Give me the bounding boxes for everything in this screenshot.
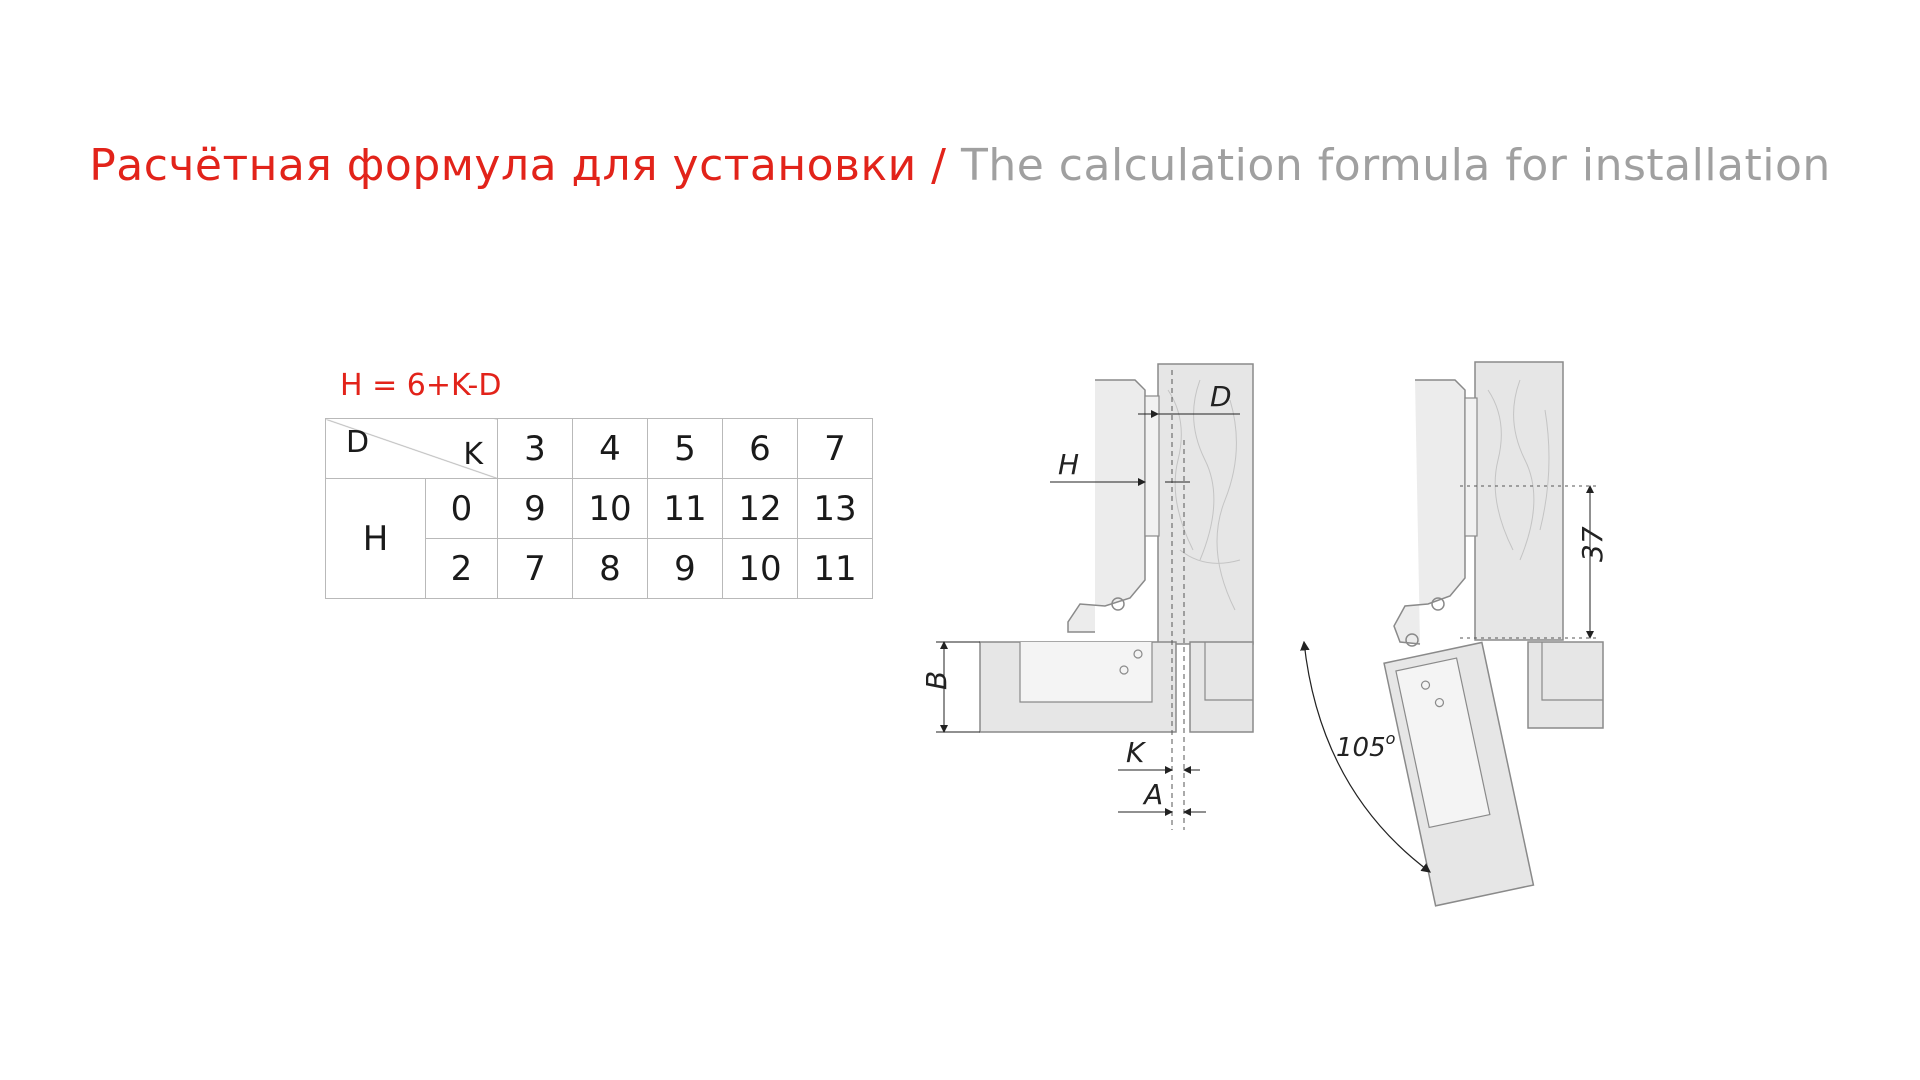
- label-h: H: [1058, 448, 1080, 481]
- d-value-header: 7: [798, 419, 873, 479]
- title-russian: Расчётная формула для установки: [89, 140, 917, 191]
- k-value-cell: 2: [426, 539, 498, 599]
- angle-value: 105: [1336, 733, 1386, 763]
- label-a: A: [1144, 778, 1164, 811]
- hinge-installation-drawing: [900, 350, 1620, 910]
- angle-degree-mark: o: [1385, 729, 1396, 748]
- hinge-arm: [1394, 380, 1465, 644]
- d-value-header: 3: [498, 419, 573, 479]
- h-value-cell: 10: [573, 479, 648, 539]
- h-value-cell: 10: [723, 539, 798, 599]
- mounting-plate: [1145, 396, 1159, 536]
- h-value-cell: 7: [498, 539, 573, 599]
- label-37: 37: [1576, 526, 1609, 562]
- corner-k-label: K: [463, 437, 483, 472]
- h-value-cell: 13: [798, 479, 873, 539]
- d-value-header: 6: [723, 419, 798, 479]
- formula-label: H = 6+K-D: [340, 368, 502, 403]
- title-separator: /: [916, 140, 961, 191]
- title-english: The calculation formula for installation: [960, 140, 1831, 191]
- hinge-arm: [1068, 380, 1145, 632]
- d-value-header: 5: [648, 419, 723, 479]
- table-row: [326, 479, 873, 539]
- side-panel: [1475, 362, 1563, 640]
- h-value-cell: 11: [648, 479, 723, 539]
- h-value-cell: 11: [798, 539, 873, 599]
- table-corner-cell: [326, 419, 498, 479]
- label-angle: [1336, 729, 1396, 763]
- calculation-table: [325, 418, 873, 599]
- page-title: [0, 140, 1920, 191]
- row-group-h-label: H: [326, 479, 426, 599]
- h-value-cell: 9: [648, 539, 723, 599]
- label-b: B: [920, 670, 953, 690]
- h-value-cell: 12: [723, 479, 798, 539]
- closed-position-view: [920, 364, 1253, 830]
- hinge-cup: [1020, 642, 1152, 702]
- corner-d-label: D: [346, 425, 370, 460]
- label-k: K: [1126, 736, 1145, 769]
- table-header-row: [326, 419, 873, 479]
- d-value-header: 4: [573, 419, 648, 479]
- h-value-cell: 9: [498, 479, 573, 539]
- open-position-view: [1304, 362, 1609, 906]
- neighbor-panel: [1190, 642, 1253, 732]
- k-value-cell: 0: [426, 479, 498, 539]
- label-d: D: [1210, 380, 1232, 413]
- h-value-cell: 8: [573, 539, 648, 599]
